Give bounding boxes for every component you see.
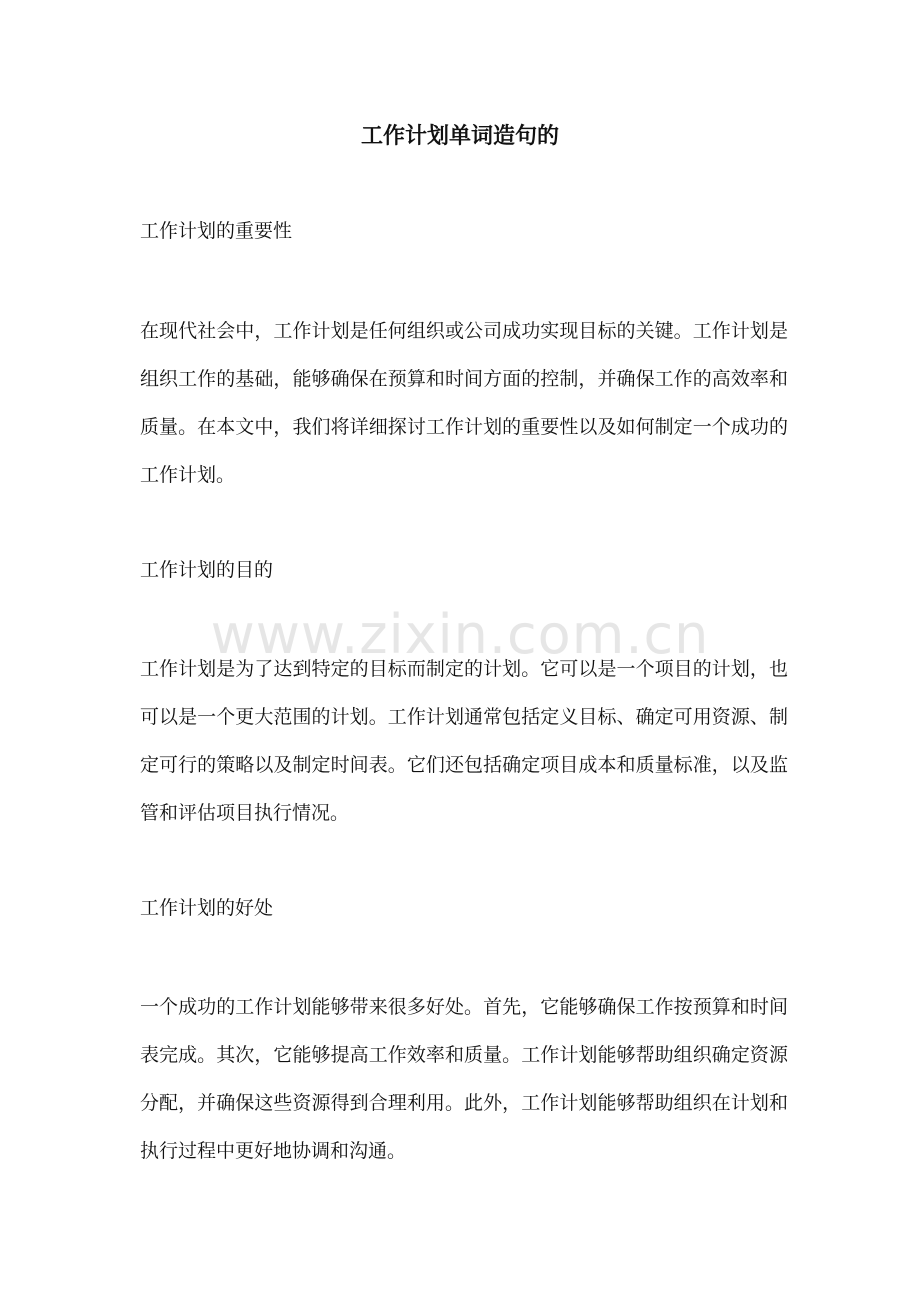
section-heading-benefits: 工作计划的好处 [140,897,274,919]
section-paragraph-importance: 在现代社会中，工作计划是任何组织或公司成功实现目标的关键。工作计划是组织工作的基础，能够确保在预算和时间方面的控制，并确保工作的高效率和质量。在本文中，我们将详细探讨工作计划的重要性以及如何制定一个成功的工作计划。 [140,320,788,486]
section-heading-purpose: 工作计划的目的 [140,559,274,581]
section-paragraph-purpose: 工作计划是为了达到特定的目标而制定的计划。它可以是一个项目的计划，也可以是一个更大范围的计划。工作计划通常包括定义目标、确定可用资源、制定可行的策略以及制定时间表。它们还包括确定项目成本和质量标准，以及监管和评估项目执行情况。 [140,658,788,824]
section-paragraph-benefits: 一个成功的工作计划能够带来很多好处。首先，它能够确保工作按预算和时间表完成。其次，它能够提高工作效率和质量。工作计划能够帮助组织确定资源分配，并确保这些资源得到合理利用。此外，工作计划能够帮助组织在计划和执行过程中更好地协调和沟通。 [140,996,788,1162]
watermark: www.zixin.com.cn [210,603,710,666]
document-title: 工作计划单词造句的 [360,123,559,149]
section-heading-importance: 工作计划的重要性 [140,220,293,242]
